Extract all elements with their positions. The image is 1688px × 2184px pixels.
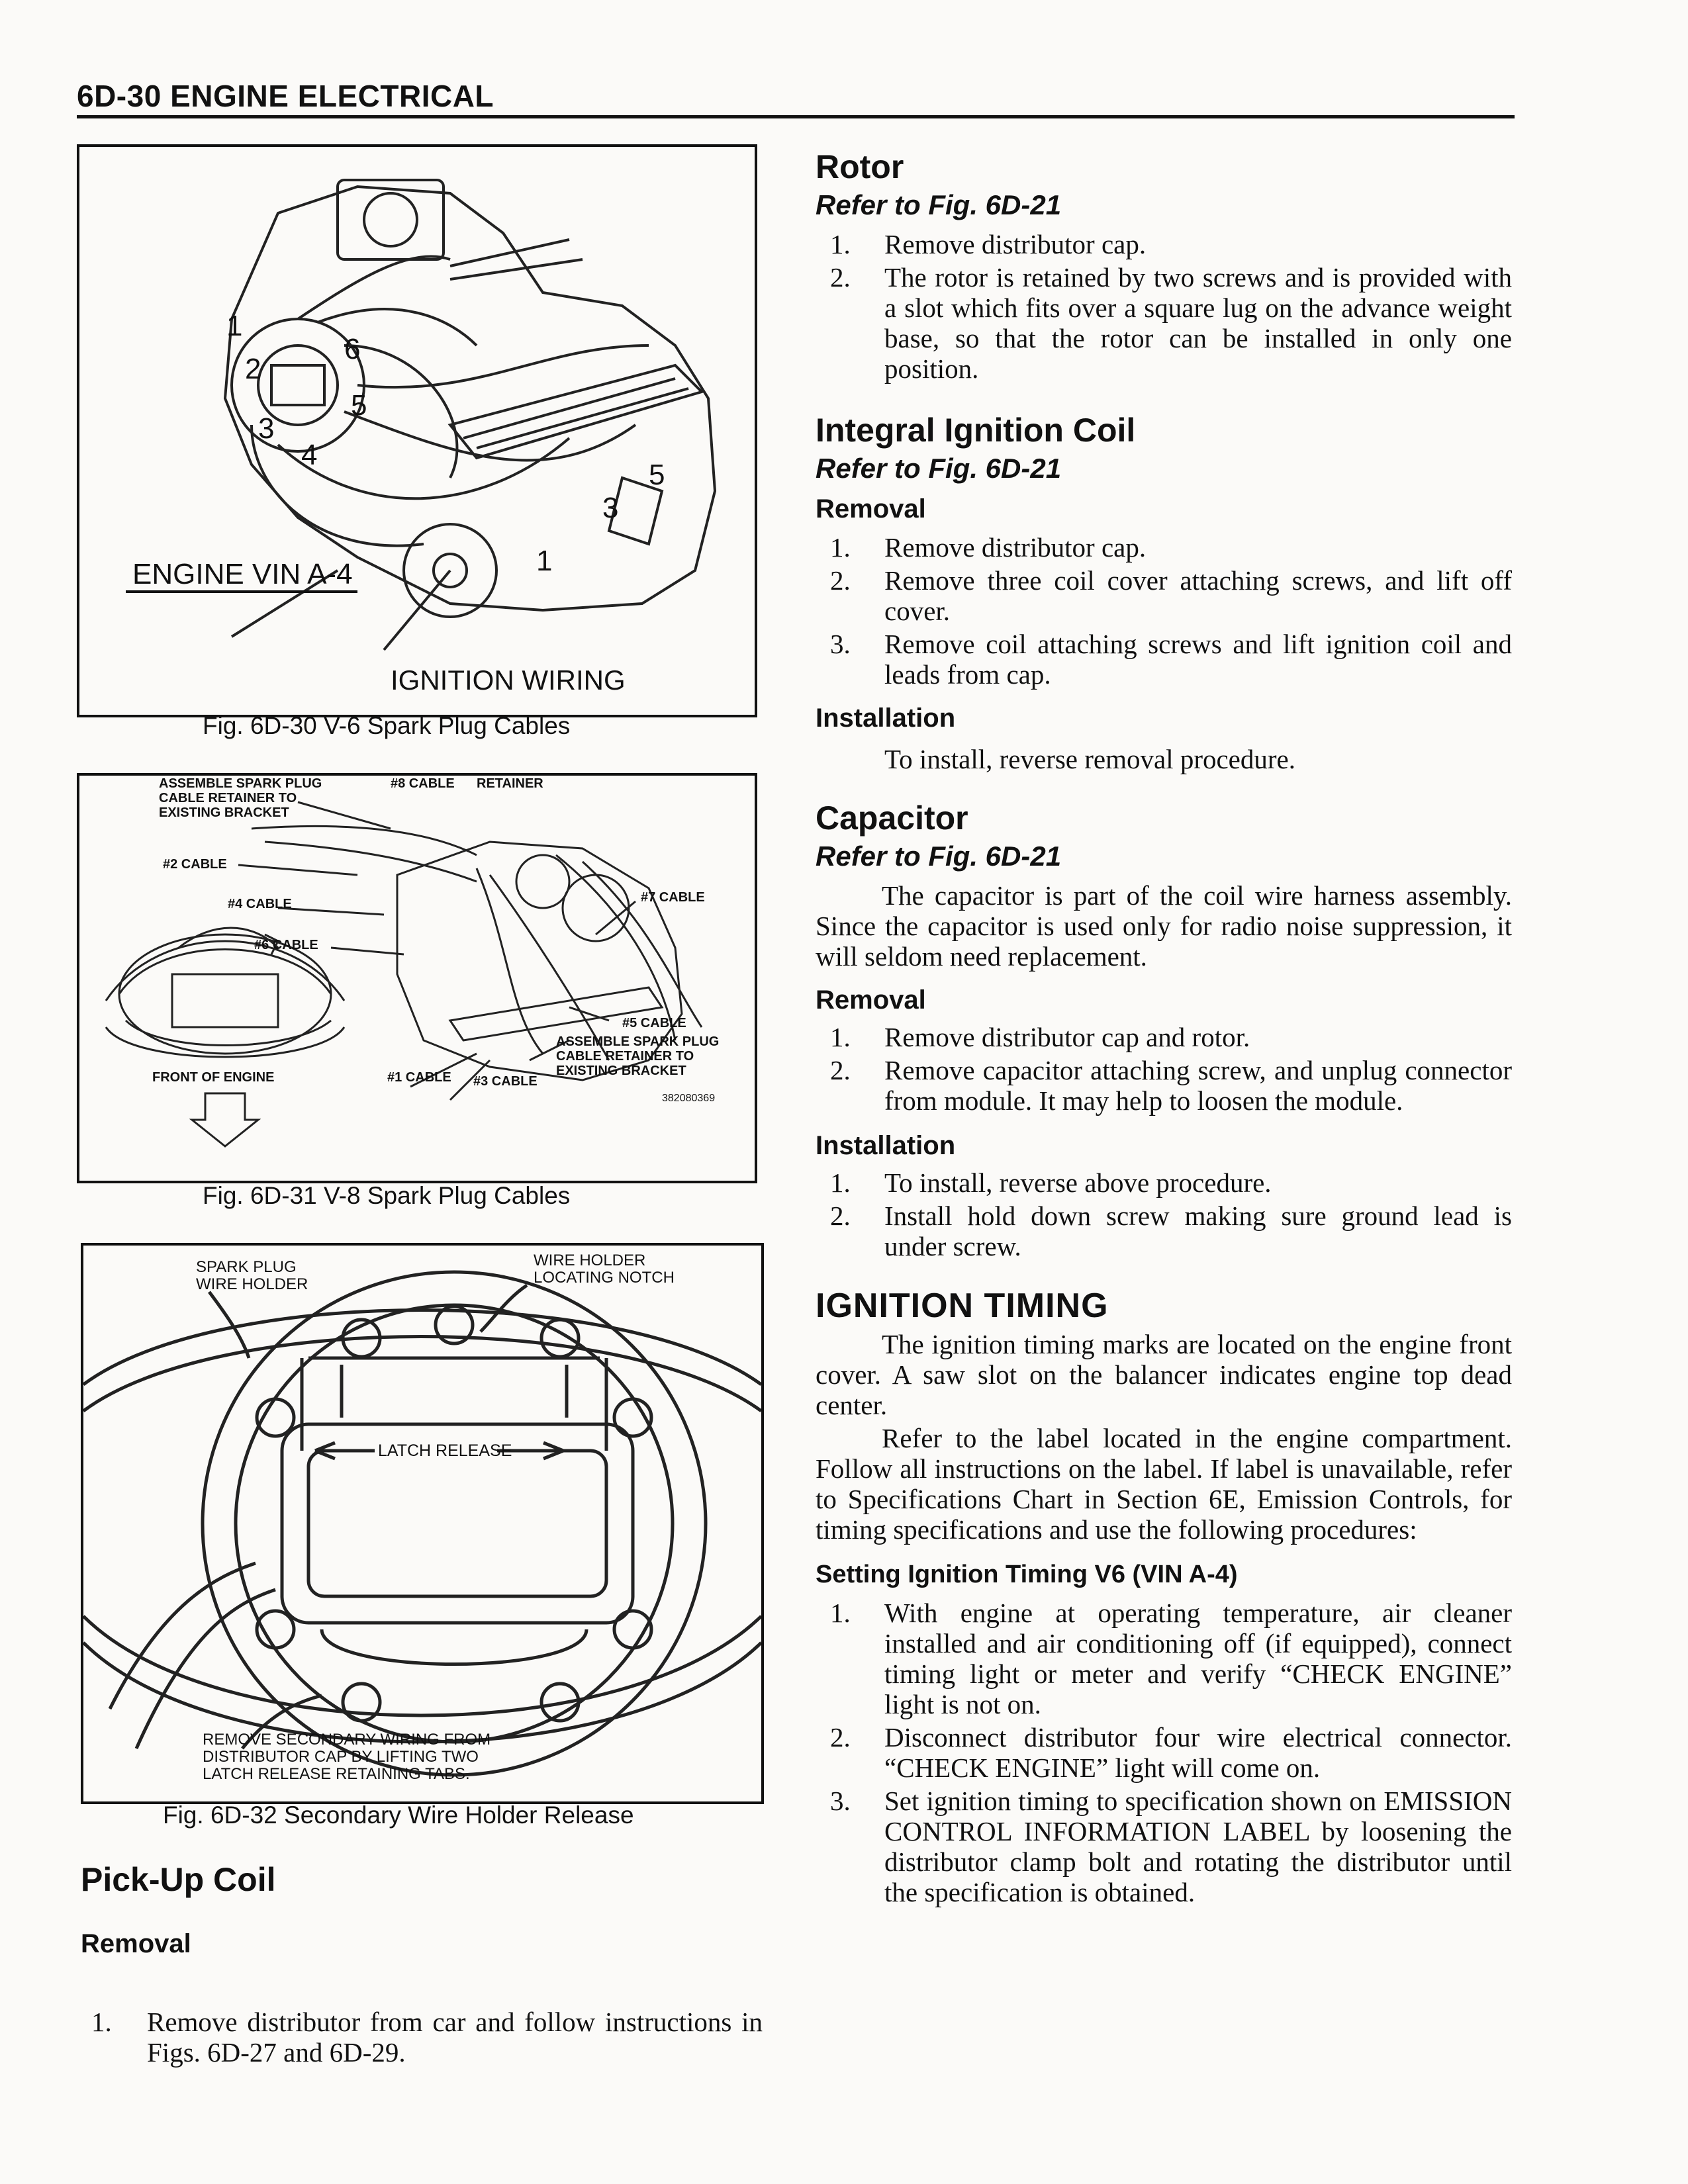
timing-paragraph-1: The ignition timing marks are located on the engine front cover. A saw slot on the balancer indicates engine top dead center. (816, 1329, 1512, 1420)
plug-number-3: 3 (602, 492, 619, 524)
callout-bottom-line1: ASSEMBLE SPARK PLUG (556, 1034, 720, 1049)
figure-6d-30-caption: Fig. 6D-30 V-6 Spark Plug Cables (203, 712, 571, 739)
label-cable-2: #2 CABLE (163, 857, 227, 872)
step-text: Remove distributor from car and follow instructions in Figs. 6D-27 and 6D-29. (147, 2007, 763, 2068)
figure-6d-30 (77, 144, 757, 717)
coil-removal-heading: Removal (816, 494, 926, 523)
label-latch-release: LATCH RELEASE (378, 1441, 512, 1460)
header-rule (77, 115, 1515, 118)
step-number: 1. (91, 2007, 112, 2037)
label-front-of-engine: FRONT OF ENGINE (152, 1070, 275, 1085)
label-cable-4: #4 CABLE (228, 897, 292, 911)
engine-vin-label: ENGINE VIN A-4 (132, 558, 353, 590)
capacitor-step-1: 1. Remove distributor cap and rotor. (830, 1022, 1250, 1052)
rotor-ref: Refer to Fig. 6D-21 (816, 189, 1062, 220)
callout-top-line1: ASSEMBLE SPARK PLUG (159, 776, 322, 791)
cap-number-1: 1 (226, 310, 243, 342)
rotor-heading: Rotor (816, 148, 904, 185)
setting-timing-heading: Setting Ignition Timing V6 (VIN A-4) (816, 1561, 1238, 1588)
pickup-removal-heading: Removal (81, 1929, 191, 1958)
left-column-text (81, 1860, 763, 2070)
figure-6d-32 (81, 1243, 764, 1804)
capacitor-removal-heading: Removal (816, 985, 926, 1015)
capacitor-install-step-1: 1. To install, reverse above procedure. (830, 1167, 1272, 1198)
capacitor-install-step-2: 2. Install hold down screw making sure ground lead is under screw. (830, 1201, 1512, 1261)
part-number: 382080369 (662, 1093, 716, 1104)
cap-number-2: 2 (245, 353, 261, 385)
coil-step-2: 2. Remove three coil cover attaching screws, and lift off cover. (830, 565, 1512, 626)
figure-6d-31 (77, 773, 757, 1183)
rotor-step-2: 2. The rotor is retained by two screws and is provided with a slot which fits over a square lug on the advance weight base, so that the rotor can be installed in only one position. (830, 262, 1512, 384)
timing-step-2: 2. Disconnect distributor four wire electrical connector. “CHECK ENGINE” light will come on. (830, 1722, 1512, 1783)
capacitor-ref: Refer to Fig. 6D-21 (816, 841, 1062, 872)
coil-step-1: 1. Remove distributor cap. (830, 532, 1147, 563)
label-remove-line2: DISTRIBUTOR CAP BY LIFTING TWO (203, 1748, 479, 1766)
pickup-coil-heading: Pick-Up Coil (81, 1861, 276, 1898)
callout-top-line3: EXISTING BRACKET (159, 805, 289, 820)
label-cable-1: #1 CABLE (387, 1070, 451, 1085)
label-remove-line3: LATCH RELEASE RETAINING TABS. (203, 1765, 470, 1783)
label-cable-7: #7 CABLE (641, 890, 705, 905)
coil-install-text: To install, reverse removal procedure. (884, 744, 1295, 774)
callout-bottom-line2: CABLE RETAINER TO (556, 1049, 694, 1064)
right-column-text (816, 147, 1512, 1910)
pickup-step-1 (81, 2007, 763, 2068)
timing-step-1: 1. With engine at operating temperature, air cleaner installed and air conditioning off (if equipped), connect timing light or meter and verify “CHECK ENGINE” light is not on. (830, 1598, 1512, 1719)
plug-number-5: 5 (649, 459, 665, 491)
page-header: 6D-30 ENGINE ELECTRICAL (77, 79, 494, 113)
figure-6d-32-caption: Fig. 6D-32 Secondary Wire Holder Release (163, 1801, 634, 1829)
capacitor-installation-heading: Installation (816, 1131, 956, 1160)
rotor-step-1: 1. Remove distributor cap. (830, 229, 1147, 259)
timing-step-3: 3. Set ignition timing to specification shown on EMISSION CONTROL INFORMATION LABEL by loosening the distributor clamp bolt and rotating the distributor until the specification is obtained. (830, 1786, 1512, 1907)
cap-number-4: 4 (301, 439, 318, 471)
figure-6d-31-caption: Fig. 6D-31 V-8 Spark Plug Cables (203, 1182, 571, 1209)
capacitor-step-2: 2. Remove capacitor attaching screw, and unplug connector from module. It may help to loosen the module. (830, 1055, 1512, 1116)
ignition-timing-heading: IGNITION TIMING (816, 1287, 1109, 1325)
cap-number-6: 6 (344, 333, 361, 365)
v6-engine-illustration (79, 147, 755, 715)
integral-coil-heading: Integral Ignition Coil (816, 412, 1136, 449)
capacitor-heading: Capacitor (816, 799, 968, 837)
label-cable-6: #6 CABLE (254, 938, 318, 952)
ignition-wiring-label: IGNITION WIRING (391, 664, 626, 696)
cap-number-5: 5 (351, 389, 367, 422)
label-cable-5: #5 CABLE (622, 1016, 686, 1030)
label-remove-line1: REMOVE SECONDARY WIRING FROM (203, 1731, 491, 1749)
timing-paragraph-2: Refer to the label located in the engine compartment. Follow all instructions on the label. If label is unavailable, refer to Specifications Chart in Section 6E, Emission Controls, for timing specifications and use the following procedures: (816, 1423, 1512, 1545)
coil-step-3: 3. Remove coil attaching screws and lift ignition coil and leads from cap. (830, 629, 1512, 690)
distributor-cap-illustration (83, 1246, 761, 1801)
label-retainer: RETAINER (477, 776, 543, 791)
capacitor-paragraph: The capacitor is part of the coil wire harness assembly. Since the capacitor is used only for radio noise suppression, it will seldom need replacement. (816, 880, 1512, 972)
cap-number-3: 3 (258, 412, 275, 445)
label-cable-8: #8 CABLE (391, 776, 455, 791)
label-cable-3: #3 CABLE (473, 1074, 538, 1089)
label-locating-notch: LOCATING NOTCH (534, 1269, 675, 1287)
plug-number-1: 1 (536, 545, 553, 577)
coil-installation-heading: Installation (816, 704, 956, 733)
label-spark-plug: SPARK PLUG (196, 1258, 297, 1276)
v8-engine-illustration (79, 776, 755, 1181)
label-wire-holder-2: WIRE HOLDER (534, 1251, 646, 1269)
callout-top-line2: CABLE RETAINER TO (159, 791, 297, 805)
callout-bottom-line3: EXISTING BRACKET (556, 1064, 686, 1078)
integral-coil-ref: Refer to Fig. 6D-21 (816, 453, 1062, 484)
label-wire-holder: WIRE HOLDER (196, 1275, 308, 1293)
